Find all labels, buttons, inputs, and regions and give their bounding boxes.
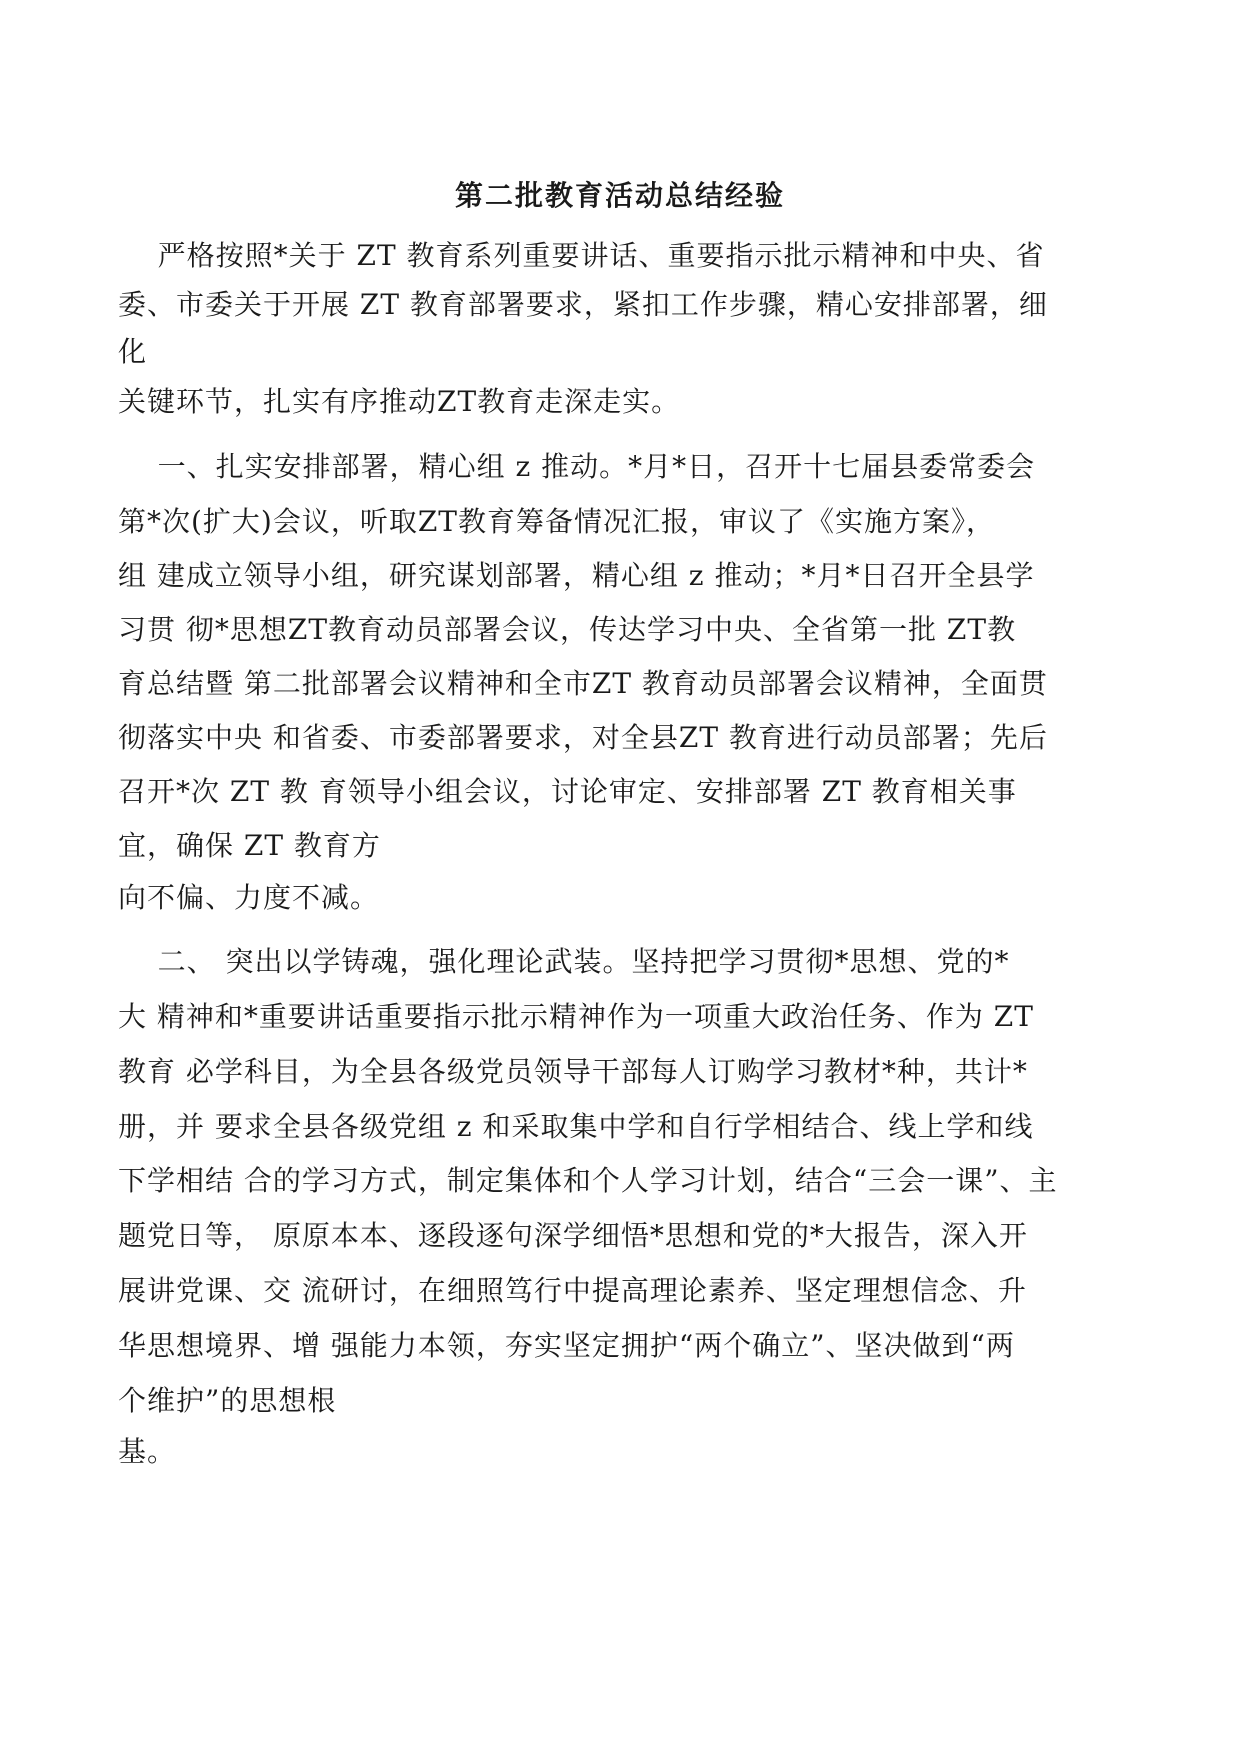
paragraph-line: 展讲党课、交 流研讨，在细照笃行中提高理论素养、坚定理想信念、升 [118,1274,1027,1307]
paragraph-line: 严格按照*关于 ZT 教育系列重要讲话、重要指示批示精神和中央、省 [118,239,1045,272]
paragraph-line: 个维护”的思想根 [118,1384,337,1417]
paragraph-line: 基。 [118,1435,177,1468]
paragraph-line: 华思想境界、增 强能力本领，夯实坚定拥护“两个确立”、坚决做到“两 [118,1329,1015,1362]
paragraph-line: 召开*次 ZT 教 育领导小组会议，讨论审定、安排部署 ZT 教育相关事 [118,775,1017,808]
paragraph-line: 向不偏、力度不减。 [118,881,380,914]
document-title: 第二批教育活动总结经验 [454,179,785,212]
paragraph-line: 宜，确保 ZT 教育方 [118,829,381,862]
paragraph-line: 组 建成立领导小组，研究谋划部署，精心组 z 推动；*月*日召开全县学 [118,559,1035,592]
paragraph-line: 委、市委关于开展 ZT 教育部署要求，紧扣工作步骤，精心安排部署，细 [118,288,1048,321]
paragraph-line: 教育 必学科目，为全县各级党员领导干部每人订购学习教材*种，共计* [118,1055,1028,1088]
paragraph-line: 第*次(扩大)会议，听取ZT教育筹备情况汇报，审议了《实施方案》， [118,505,995,538]
paragraph-line: 大 精神和*重要讲话重要指示批示精神作为一项重大政治任务、作为 ZT [118,1000,1034,1033]
paragraph-line: 二、 突出以学铸魂，强化理论武装。坚持把学习贯彻*思想、党的* [118,945,1010,978]
paragraph-line: 彻落实中央 和省委、市委部署要求，对全县ZT 教育进行动员部署；先后 [118,721,1048,754]
paragraph-line: 下学相结 合的学习方式，制定集体和个人学习计划，结合“三会一课”、主 [118,1164,1058,1197]
paragraph-line: 育总结暨 第二批部署会议精神和全市ZT 教育动员部署会议精神，全面贯 [118,667,1048,700]
paragraph-line: 册，并 要求全县各级党组 z 和采取集中学和自行学相结合、线上学和线 [118,1110,1034,1143]
paragraph-line: 习贯 彻*思想ZT教育动员部署会议，传达学习中央、全省第一批 ZT教 [118,613,1017,646]
paragraph-line: 题党日等， 原原本本、逐段逐句深学细悟*思想和党的*大报告，深入开 [118,1219,1028,1252]
paragraph-line: 化 [118,335,148,368]
paragraph-line: 关键环节，扎实有序推动ZT教育走深走实。 [118,385,681,418]
paragraph-line: 一、扎实安排部署，精心组 z 推动。*月*日，召开十七届县委常委会 [118,450,1036,483]
